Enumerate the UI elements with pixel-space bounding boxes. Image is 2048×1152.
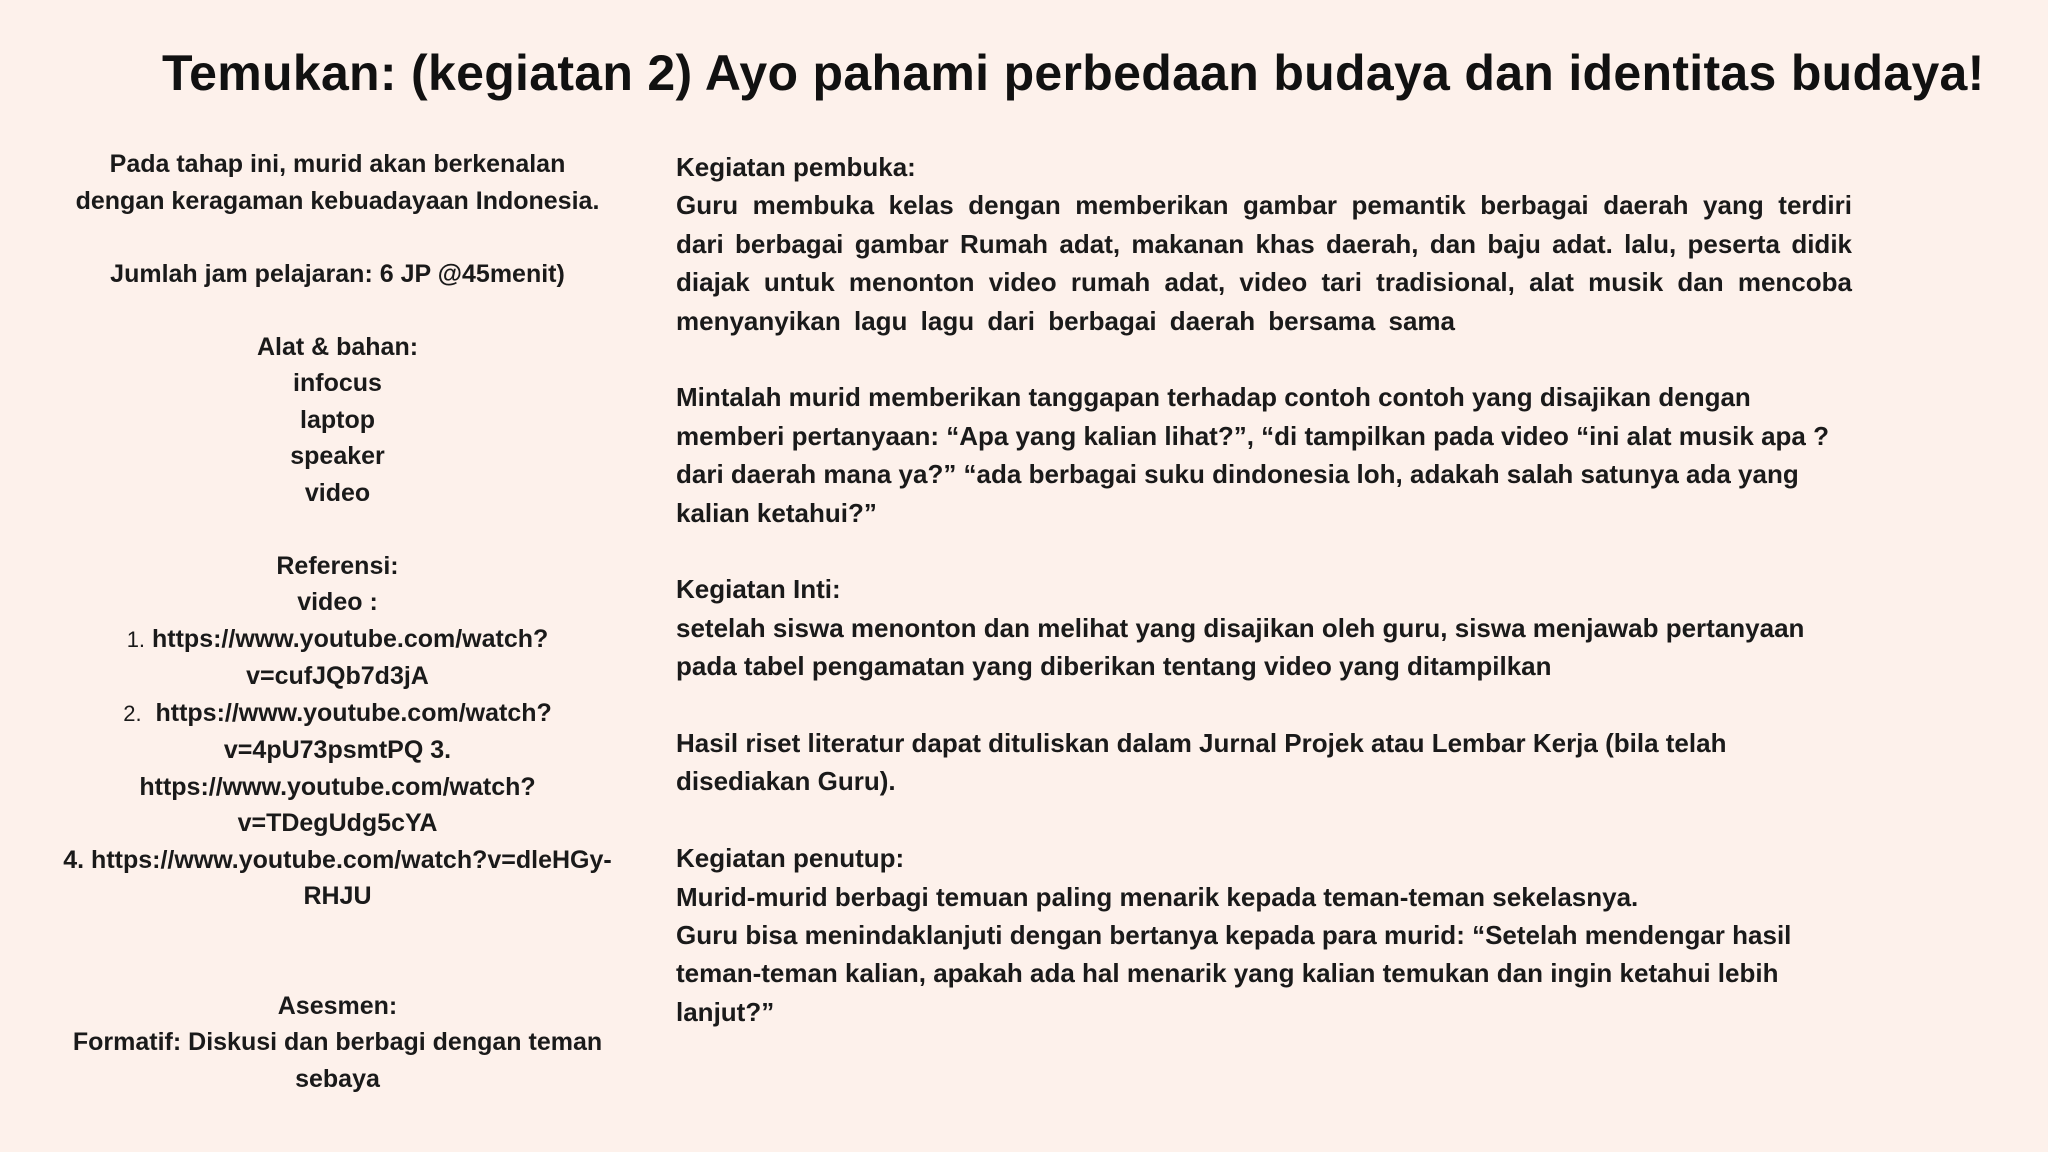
intro-line: dengan keragaman kebuadayaan Indonesia. <box>75 186 600 215</box>
reference-url-cont[interactable]: RHJU <box>303 882 372 910</box>
opening-text: menyanyikan lagu lagu dari berbagai daerah bersama sama <box>676 305 1455 336</box>
opening-text: dari berbagai gambar Rumah adat, makanan khas daerah, dan baju adat. lalu, peserta didik <box>676 228 1852 259</box>
page-title: Temukan: (kegiatan 2) Ayo pahami perbedaan budaya dan identitas budaya! <box>162 45 1985 101</box>
assessment-heading: Asesmen: <box>277 991 398 1020</box>
list-number: 2. <box>123 700 142 726</box>
activity-content <box>676 148 2016 1031</box>
lesson-hours: Jumlah jam pelajaran: 6 JP @45menit) <box>110 259 565 288</box>
closing-text: Guru bisa menindaklanjuti dengan bertanya kepada para murid: “Setelah mendengar hasil <box>676 920 1792 951</box>
video-label: video : <box>297 588 378 616</box>
tools-heading: Alat & bahan: <box>256 332 419 361</box>
reference-url-cont[interactable]: v=4pU73psmtPQ 3. <box>223 736 452 764</box>
closing-text: lanjut?” <box>676 996 775 1027</box>
intro-line: Pada tahap ini, murid akan berkenalan <box>109 150 566 178</box>
prompt-text: memberi pertanyaan: “Apa yang kalian lihat?”, “di tampilkan pada video “ini alat musik apa ? <box>676 420 1829 451</box>
tool-item: infocus <box>293 369 382 397</box>
core-text: pada tabel pengamatan yang diberikan tentang video yang ditampilkan <box>676 651 1552 682</box>
core-text: setelah siswa menonton dan melihat yang disajikan oleh guru, siswa menjawab pertanyaan <box>676 612 1805 643</box>
assessment-text: sebaya <box>295 1064 380 1093</box>
research-text: Hasil riset literatur dapat dituliskan dalam Jurnal Projek atau Lembar Kerja (bila telah <box>676 728 1727 759</box>
reference-link-3[interactable]: https://www.youtube.com/watch? <box>139 772 536 801</box>
references-heading: Referensi: <box>276 551 399 580</box>
core-heading: Kegiatan Inti: <box>676 574 841 605</box>
opening-text: diajak untuk menonton video rumah adat, video tari tradisional, alat musik dan mencoba <box>676 267 1852 298</box>
list-number: 1. <box>126 626 146 652</box>
research-text: disediakan Guru). <box>676 766 896 797</box>
tool-item: speaker <box>290 442 385 470</box>
assessment-text: Formatif: Diskusi dan berbagi dengan teman <box>72 1028 603 1056</box>
opening-text: Guru membuka kelas dengan memberikan gambar pemantik berbagai daerah yang terdiri <box>676 190 1852 221</box>
prompt-text: Mintalah murid memberikan tanggapan terhadap contoh contoh yang disajikan dengan <box>676 382 1751 413</box>
reference-url[interactable]: https://www.youtube.com/watch? <box>155 698 552 727</box>
reference-url-cont[interactable]: v=TDegUdg5cYA <box>237 809 438 837</box>
reference-link-4[interactable]: 4. https://www.youtube.com/watch?v=dleHGy- <box>63 845 612 874</box>
tool-item: laptop <box>300 405 375 434</box>
reference-link-2[interactable] <box>40 695 635 733</box>
opening-heading: Kegiatan pembuka: <box>676 152 916 182</box>
reference-url-cont[interactable]: v=cufJQb7d3jA <box>246 662 429 690</box>
prompt-text: dari daerah mana ya?” “ada berbagai suku dindonesia loh, adakah salah satunya ada yang <box>676 459 1799 490</box>
closing-heading: Kegiatan penutup: <box>676 843 905 874</box>
reference-link-1[interactable] <box>40 621 635 659</box>
tool-item: video <box>304 478 371 507</box>
info-sidebar <box>40 146 635 1097</box>
closing-text: teman-teman kalian, apakah ada hal menarik yang kalian temukan dan ingin ketahui lebih <box>676 958 1779 989</box>
reference-url[interactable]: https://www.youtube.com/watch? <box>152 624 549 653</box>
prompt-text: kalian ketahui?” <box>676 497 877 528</box>
closing-text: Murid-murid berbagi temuan paling menarik kepada teman-teman sekelasnya. <box>676 881 1639 912</box>
